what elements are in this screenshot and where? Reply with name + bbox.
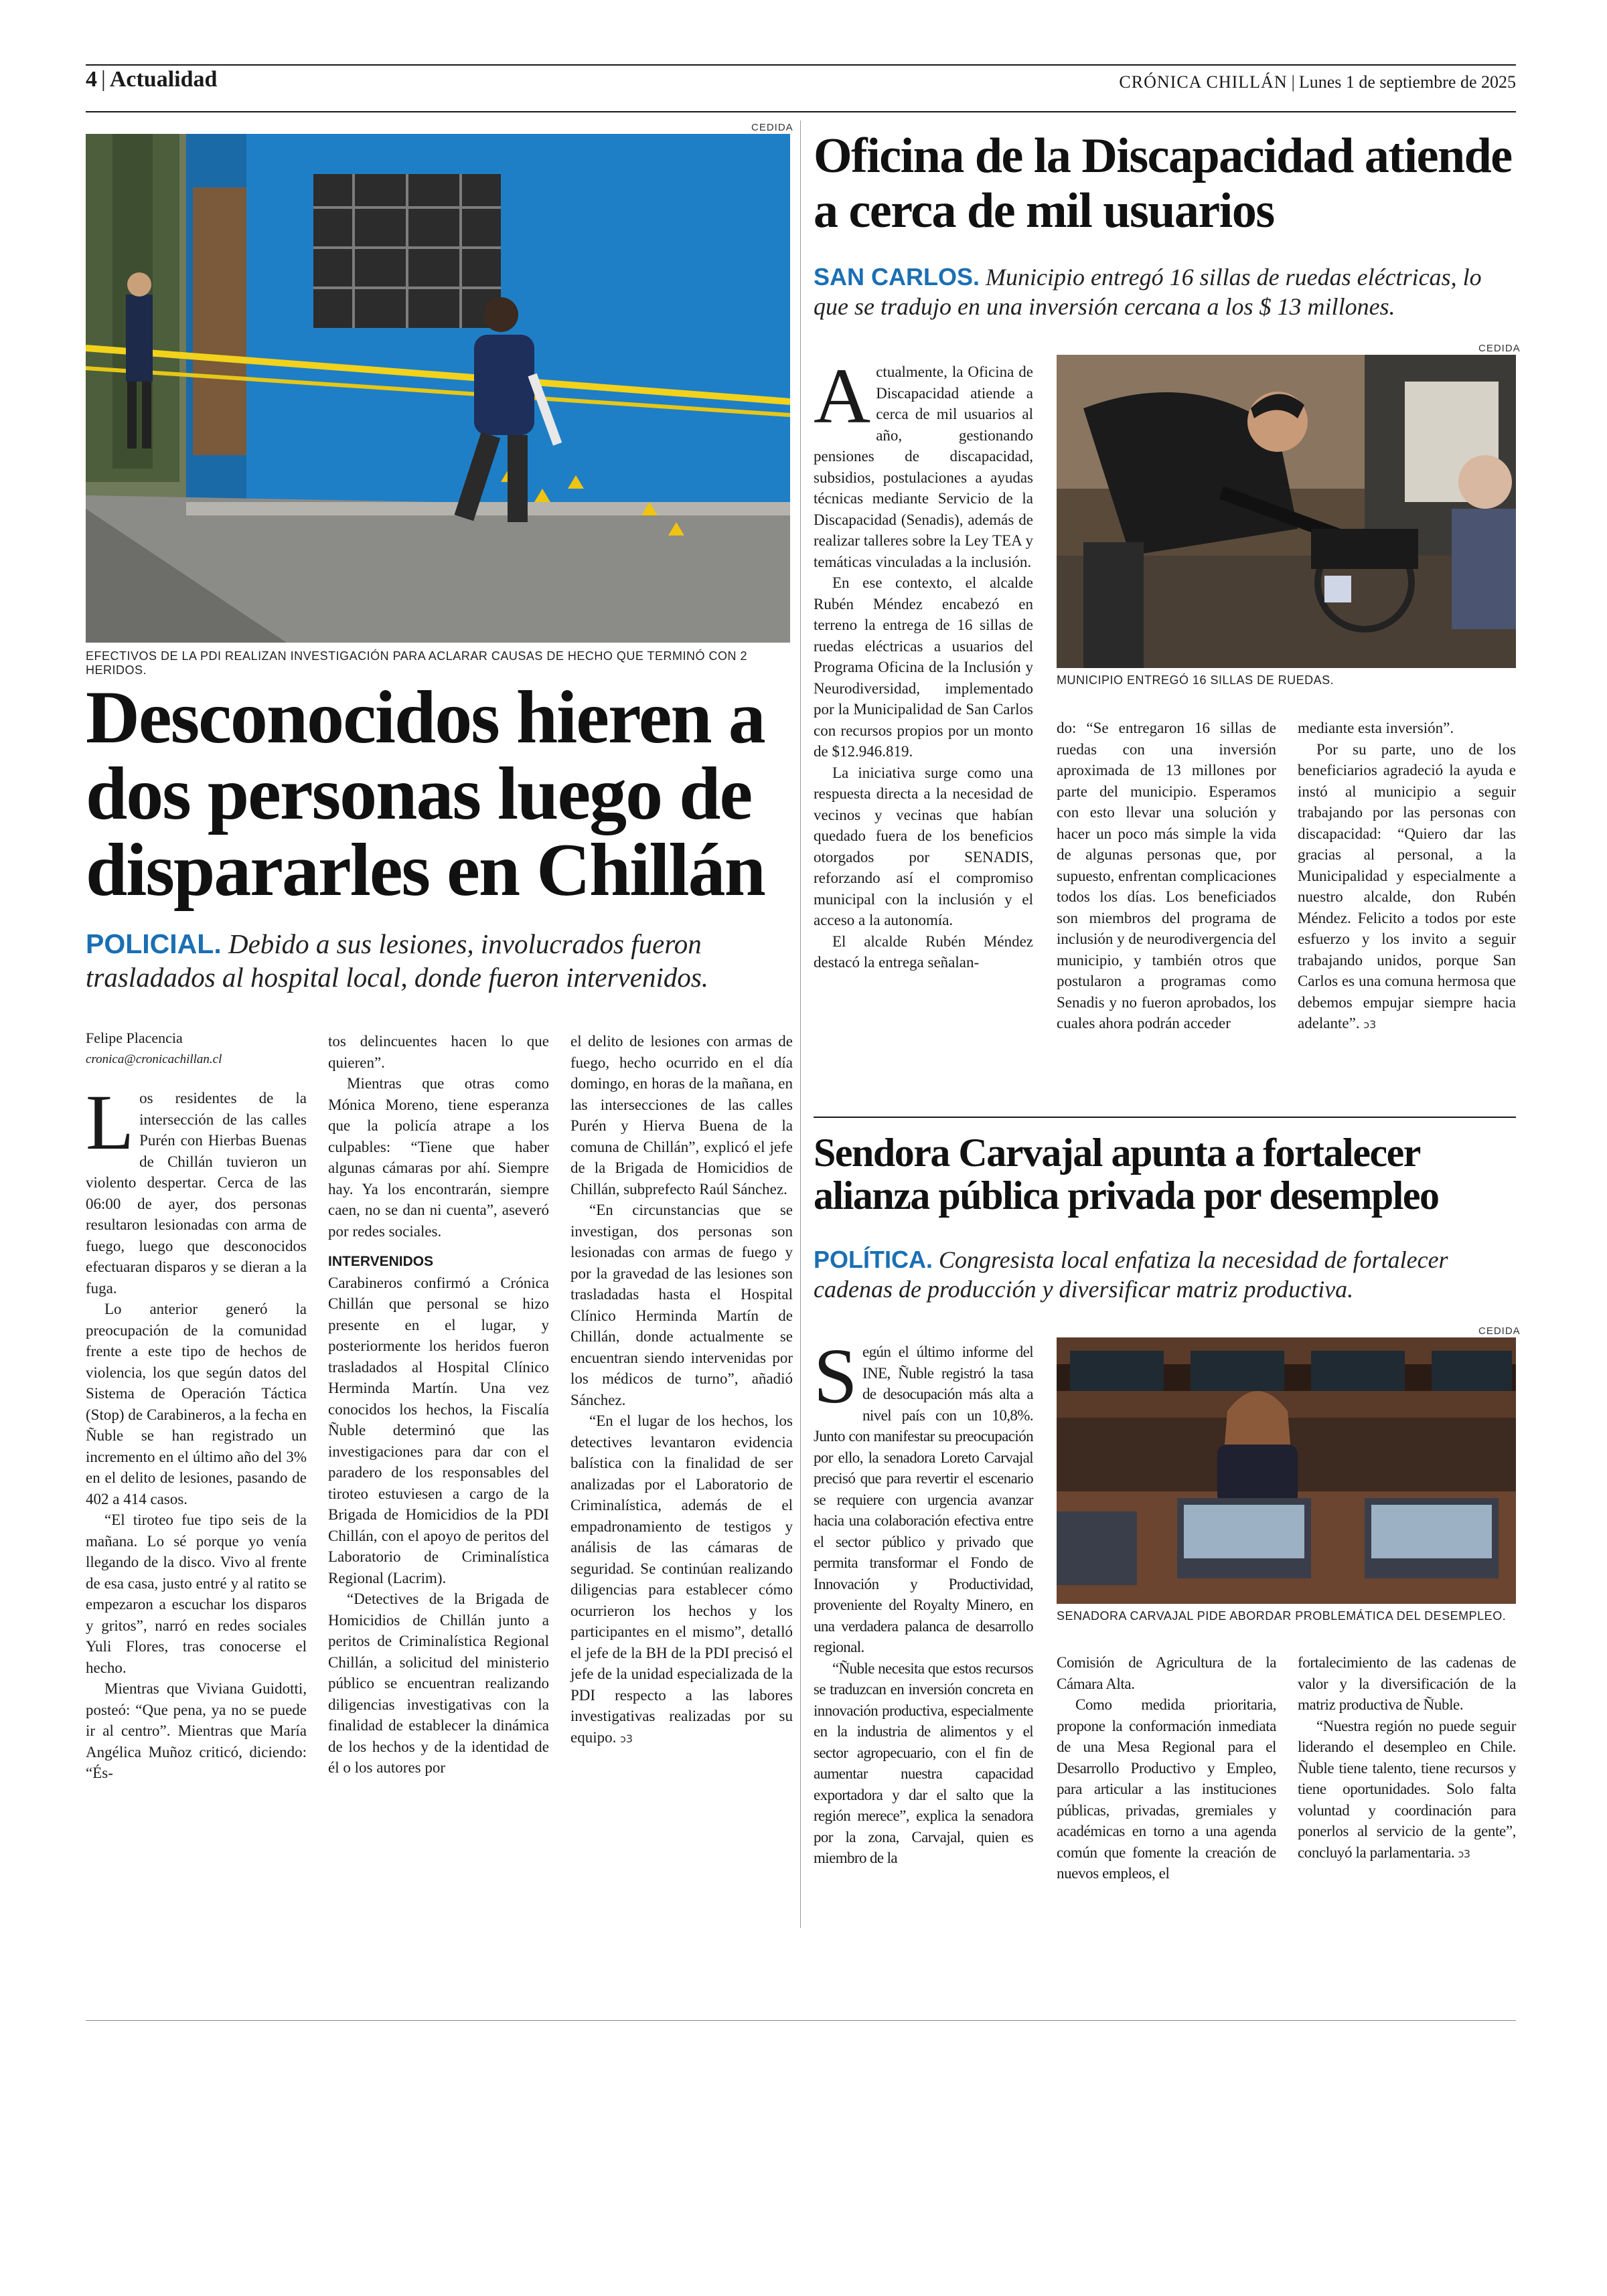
publication-name: CRÓNICA CHILLÁN: [1119, 72, 1288, 92]
story3-photo-credit: CEDIDA: [1478, 1325, 1521, 1337]
story3-end-mark: ↄ3: [1458, 1847, 1470, 1860]
story2-column-2: [1057, 718, 1276, 1034]
publication-dateline: CRÓNICA CHILLÁN | Lunes 1 de septiembre de 2025: [1119, 72, 1516, 92]
footer-rule: [86, 2020, 1516, 2021]
story2-photo-caption: MUNICIPIO ENTREGÓ 16 SILLAS DE RUEDAS.: [1057, 673, 1334, 687]
story2-deck: Municipio entregó 16 sillas de ruedas eléctricas, lo que se tradujo en una inversión cercana a los $ 13 millones.: [814, 264, 1482, 320]
story1-col1-para-4: Mientras que Viviana Guidotti, posteó: “Que pena, ya no se puede ir al centro”. Mientras que María Angélica Muñoz criticó, diciendo: “És-: [86, 1680, 307, 1781]
story3-column-3: [1298, 1652, 1516, 1864]
story1-col2-para-2: Mientras que otras como Mónica Moreno, tiene esperanza que la policía atrape a los culpables: “Tiene que haber algunas cámaras por ahí. Siempre hay. Ya los encontrarán, siempre caen, no se dan ni cuenta”, aseveró por redes sociales.: [328, 1075, 549, 1240]
story3-col3-para-1: fortalecimiento de las cadenas de valor y la diversificación de la matriz productiva de Ñuble.: [1298, 1654, 1516, 1713]
story1-col3-para-2: “En circunstancias que se investigan, dos personas son lesionadas con armas de fuego y por la gravedad de las lesiones son trasladadas hasta el Hospital Clínico Herminda Martín de Chillán, donde actualmente se encuentran siendo intervenidas por los médicos de turno”, añadió Sánchez.: [570, 1202, 793, 1408]
story2-col1-para-3: La iniciativa surge como una respuesta directa a la necesidad de vecinos y vecinas que habían quedado fuera de los beneficios otorgados por SENADIS, reforzando así el compromiso municipal con la inclusión y el acceso a la autonomía.: [814, 764, 1033, 928]
story2-col3-para-1: mediante esta inversión”.: [1298, 720, 1454, 736]
story1-photo: [86, 134, 790, 643]
story3-photo: [1057, 1337, 1516, 1604]
story1-column-2: [328, 1031, 549, 1779]
story2-column-3: [1298, 718, 1516, 1036]
column-divider: [800, 120, 801, 1928]
section-name: Actualidad: [109, 67, 218, 92]
story2-col1-para-1: Actualmente, la Oficina de Discapacidad atiende a cerca de mil usuarios al año, gestionando pensiones de discapacidad, subsidios, postulaciones a ayudas técnicas mediante Servicio de la Discapacidad (Senadis), además de realizar talleres sobre la Ley TEA y temáticas vinculadas a la inclusión.: [814, 352, 1033, 570]
story1-deck-block: [86, 927, 795, 994]
story1-col1-para-1: Los residentes de la intersección de las calles Purén con Hierbas Buenas de Chillán tuvieron un violento despertar. Cerca de las 06:00 de ayer, dos personas resultaron lesionadas con arma de fuego, luego que desconocidos efectuaran disparos y se dieran a la fuga.: [86, 1078, 307, 1297]
story1-end-mark: ↄ3: [620, 1732, 633, 1745]
story3-col3-para-2: “Nuestra región no puede seguir liderando el desempleo en Chile. Ñuble tiene talento, tiene recursos y tiene oportunidades. Solo falta voluntad y coordinación para ponerlos al servicio de la gente”, concluyó la parlamentaria. ↄ3: [1298, 1717, 1516, 1861]
senator-chamber-image: [1057, 1337, 1516, 1604]
story1-deck: Debido a sus lesiones, involucrados fueron trasladados al hospital local, donde fueron intervenidos.: [86, 928, 709, 993]
story3-kicker: POLÍTICA.: [814, 1246, 933, 1273]
story1-kicker: POLICIAL.: [86, 928, 222, 959]
story1-col1-para-2: Lo anterior generó la preocupación de la comunidad frente a este tipo de hechos de violencia, los que según datos del Sistema de Operación Táctica (Stop) de Carabineros, a la fecha en Ñuble se han registrado un incremento en el último año del 3% en el delito de lesiones, pasando de 402 a 414 casos.: [86, 1301, 307, 1507]
header-bottom-rule: [86, 111, 1516, 112]
story1-headline: Desconocidos hieren a dos personas luego de dispararles en Chillán: [86, 676, 765, 912]
publication-date: Lunes 1 de septiembre de 2025: [1298, 72, 1516, 92]
story3-col2-para-1: Comisión de Agricultura de la Cámara Alta.: [1057, 1654, 1276, 1692]
story3-col1-para-2: “Ñuble necesita que estos recursos se traduzcan en inversión concreta en innovación productiva, especialmente en la industria de alimentos y el sector agropecuario, con el fin de aumentar nuestra capacidad exportadora y dar el salto que la región merece”, explica la senadora por la zona, Carvajal, quien es miembro de la: [814, 1659, 1033, 1866]
story1-col2-para-4: “Detectives de la Brigada de Homicidios de Chillán junto a peritos de Criminalística Regional Chillán, a solicitud del ministerio público se encuentran realizando diligencias investigativas con la finalidad de establecer la dinámica de los hechos y de la identidad de él o los autores por: [328, 1590, 549, 1776]
story3-deck: Congresista local enfatiza la necesidad de fortalecer cadenas de producción y diversificar matriz productiva.: [814, 1246, 1448, 1303]
story1-col3-para-3: “En el lugar de los hechos, los detectives levantaron evidencia balística con la finalidad de ser analizadas por el Laboratorio de Criminalística, además de el empadronamiento de testigos y análisis de las cámaras de seguridad. Se continúan realizando diligencias para establecer cómo ocurrieron los hechos y los participantes en el mismo”, detalló el jefe de la BH de la PDI precisó el jefe de la unidad especializada de la PDI respecto a las labores investigativas realizadas por su equipo. ↄ3: [570, 1412, 793, 1746]
story2-kicker: SAN CARLOS.: [814, 263, 980, 291]
story3-dropcap: S: [814, 1332, 858, 1420]
story3-col2-para-2: Como medida prioritaria, propone la conformación inmediata de una Mesa Regional para el Desarrollo Productivo y Empleo, para articular a las instituciones públicas, privadas, gremiales y académicas en torno a una agenda común que fomente la creación de nuevos empleos, el: [1057, 1696, 1276, 1882]
story3-column-2: [1057, 1652, 1276, 1884]
story3-photo-caption: SENADORA CARVAJAL PIDE ABORDAR PROBLEMÁTICA DEL DESEMPLEO.: [1057, 1609, 1507, 1623]
header-top-rule: [86, 64, 1516, 66]
story1-col3-para-1: el delito de lesiones con armas de fuego, hecho ocurrido en el día domingo, en horas de la mañana, en las intersecciones de las calles Purén y Hierva Buena de la comuna de Chillán”, explicó el jefe de la Brigada de Homicidios de Chillán, subprefecto Raúl Sánchez.: [570, 1033, 793, 1198]
story2-col2-para-1: do: “Se entregaron 16 sillas de ruedas con una inversión aproximada de 13 millones por parte del municipio. Esperamos con esto llevar una solución y hacer un poco más simple la vida de algunas personas que, por supuesto, enfrentan complicaciones todos los días. Los beneficiados son miembros del programa de inclusión y de neurodivergencia del municipio, y también otros que postularon a programas como Senadis y no fueron aprobados, los cuales ahora podrán acceder: [1057, 720, 1276, 1032]
story1-column-3: [570, 1031, 793, 1749]
page-number: 4: [86, 67, 97, 92]
story2-col1-para-4: El alcalde Rubén Méndez destacó la entrega señalan-: [814, 932, 1033, 971]
story1-column-1: [86, 1078, 307, 1784]
story2-end-mark: ↄ3: [1363, 1018, 1377, 1031]
wheelchair-delivery-image: [1057, 355, 1516, 668]
story1-dropcap: L: [86, 1078, 135, 1166]
story2-deck-block: [814, 262, 1517, 321]
story1-photo-caption: EFECTIVOS DE LA PDI REALIZAN INVESTIGACIÓN PARA ACLARAR CAUSAS DE HECHO QUE TERMINÓ CON 2 HERIDOS.: [86, 649, 748, 677]
story-divider: [814, 1117, 1516, 1118]
story2-photo-credit: CEDIDA: [1478, 343, 1521, 354]
story1-subhead: INTERVENIDOS: [328, 1254, 434, 1269]
crime-scene-image: [86, 134, 790, 643]
story3-deck-block: [814, 1245, 1517, 1304]
story1-photo-credit: CEDIDA: [751, 122, 793, 133]
story1-col2-para-3: Carabineros confirmó a Crónica Chillán que personal se hizo presente en el lugar, y posteriormente los heridos fueron trasladados al Hospital Clínico Herminda Martín. Una vez conocidos los hechos, la Fiscalía Ñuble determinó que las investigaciones para dar con el paradero de los responsables del tiroteo estuviesen a cargo de la Brigada de Homicidios de la PDI Chillán, con el apoyo de peritos del Laboratorio de Criminalística Regional (Lacrim).: [328, 1274, 549, 1586]
story2-col3-para-2: Por su parte, uno de los beneficiarios agradeció la ayuda e instó al municipio a seguir trabajando por las personas con discapacidad: “Quiero dar las gracias al personal, a la Municipalidad y especialmente a nuestro alcalde, don Rubén Méndez. Felicito a todos por este esfuerzo y los invito a seguir trabajando unidos, porque San Carlos es una comuna hermosa que debemos empujar siempre hacia adelante”. ↄ3: [1298, 740, 1516, 1032]
story2-col1-para-2: En ese contexto, el alcalde Rubén Méndez encabezó en terreno la entrega de 16 sillas de ruedas eléctricas a usuarios del Programa Oficina de la Inclusión y Neurodiversidad, implementado por la Municipalidad de San Carlos con recursos propios por un monto de $12.946.819.: [814, 574, 1033, 760]
story1-email: cronica@cronicachillan.cl: [86, 1052, 222, 1066]
story3-col1-para-1: Según el último informe del INE, Ñuble registró la tasa de desocupación más alta a nivel país con un 10,8%. Junto con manifestar su preocupación por ello, la senadora Loreto Carvajal precisó que para revertir el escenario se requiere con urgencia avanzar hacia una colaboración efectiva entre el sector público y privado que permita transformar el Fondo de Innovación y Productividad, proveniente del Royalty Minero, en una verdadera palanca de desarrollo regional.: [814, 1332, 1033, 1655]
story3-headline: Sendora Carvajal apunta a fortalecer alianza pública privada por desempleo: [814, 1131, 1439, 1218]
story2-dropcap: A: [814, 352, 871, 440]
story1-col2-para-1: tos delincuentes hacen lo que quieren”.: [328, 1033, 549, 1071]
story2-headline: Oficina de la Discapacidad atiende a cerca de mil usuarios: [814, 129, 1512, 238]
story3-column-1: [814, 1332, 1033, 1869]
story2-photo: [1057, 355, 1516, 668]
story1-col1-para-3: “El tiroteo fue tipo seis de la mañana. Lo sé porque yo venía llegando de la disco. Vivo al frente de esa casa, justo entré y al ratito se empezaron a escuchar los disparos y gritos”, narró en redes sociales Yuli Flores, tras conocerse el hecho.: [86, 1511, 307, 1676]
story2-column-1: [814, 352, 1033, 973]
page-section-label: 4 | Actualidad: [86, 67, 218, 92]
story1-byline: Felipe Placencia: [86, 1030, 183, 1046]
